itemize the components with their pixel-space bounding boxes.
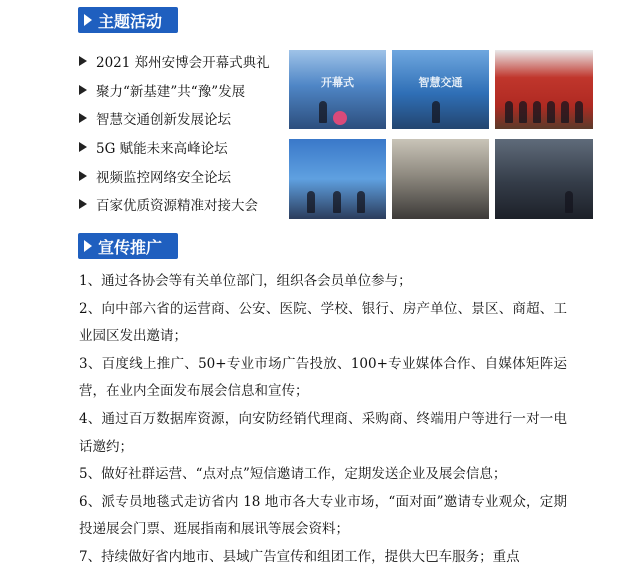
list-item: 智慧交通创新发展论坛 — [79, 104, 270, 133]
person-figure — [561, 101, 569, 123]
photo-grid — [289, 50, 605, 220]
arrow-right-icon — [79, 171, 87, 181]
person-figure — [333, 191, 341, 213]
list-item: 5、做好社群运营、“点对点”短信邀请工作，定期发送企业及展会信息； — [79, 466, 507, 483]
section-header-promotion — [78, 233, 178, 259]
person-figure — [432, 101, 440, 123]
photo-award-stage — [495, 50, 593, 129]
section-title-themes: 主题活动 — [98, 11, 163, 31]
arrow-right-icon — [79, 199, 87, 209]
triangle-right-icon — [84, 14, 92, 26]
arrow-right-icon — [79, 142, 87, 152]
promotion-list — [79, 268, 567, 572]
list-item: 4、通过百万数据库资源，向安防经销代理商、采购商、终端用户等进行一对一电话邀约； — [79, 410, 567, 455]
activity-list — [79, 47, 270, 219]
photo-speaker-screen — [495, 139, 593, 219]
list-item: 7、持续做好省内地市、县域广告宣传和组团工作，提供大巴车服务；重点 — [79, 548, 520, 565]
list-item: 2021 郑州安博会开幕式典礼 — [79, 47, 270, 76]
list-item: 2、向中部六省的运营商、公安、医院、学校、银行、房产单位、景区、商超、工业园区发出邀请； — [79, 300, 567, 345]
section-title-promotion: 宣传推广 — [98, 237, 163, 257]
flowers-decoration — [333, 111, 347, 125]
arrow-right-icon — [79, 56, 87, 66]
list-item: 聚力“新基建”共“豫”发展 — [79, 76, 270, 105]
arrow-right-icon — [79, 113, 87, 123]
person-figure — [575, 101, 583, 123]
person-figure — [519, 101, 527, 123]
person-figure — [547, 101, 555, 123]
photo-audience-hall — [392, 139, 489, 219]
person-figure — [319, 101, 327, 123]
person-figure — [533, 101, 541, 123]
person-figure — [307, 191, 315, 213]
list-item: 5G 赋能未来高峰论坛 — [79, 133, 270, 162]
list-item: 视频监控网络安全论坛 — [79, 161, 270, 190]
triangle-right-icon — [84, 240, 92, 252]
person-figure — [505, 101, 513, 123]
list-item: 百家优质资源精准对接大会 — [79, 190, 270, 219]
list-item: 3、百度线上推广、50+专业市场广告投放、100+专业媒体合作、自媒体矩阵运营，在业内全面发布展会信息和宣传； — [79, 355, 567, 400]
arrow-right-icon — [79, 85, 87, 95]
list-item: 6、派专员地毯式走访省内 18 地市各大专业市场，“面对面”邀请专业观众，定期投递展会门票、逛展指南和展讯等展会资料； — [79, 493, 567, 538]
section-header-themes — [78, 7, 178, 33]
photo-opening-ceremony: 开幕式 — [289, 50, 386, 129]
person-figure — [565, 191, 573, 213]
person-figure — [357, 191, 365, 213]
photo-performance — [289, 139, 386, 219]
photo-forum-stage: 智慧交通 — [392, 50, 489, 129]
list-item: 1、通过各协会等有关单位部门，组织各会员单位参与； — [79, 273, 412, 289]
